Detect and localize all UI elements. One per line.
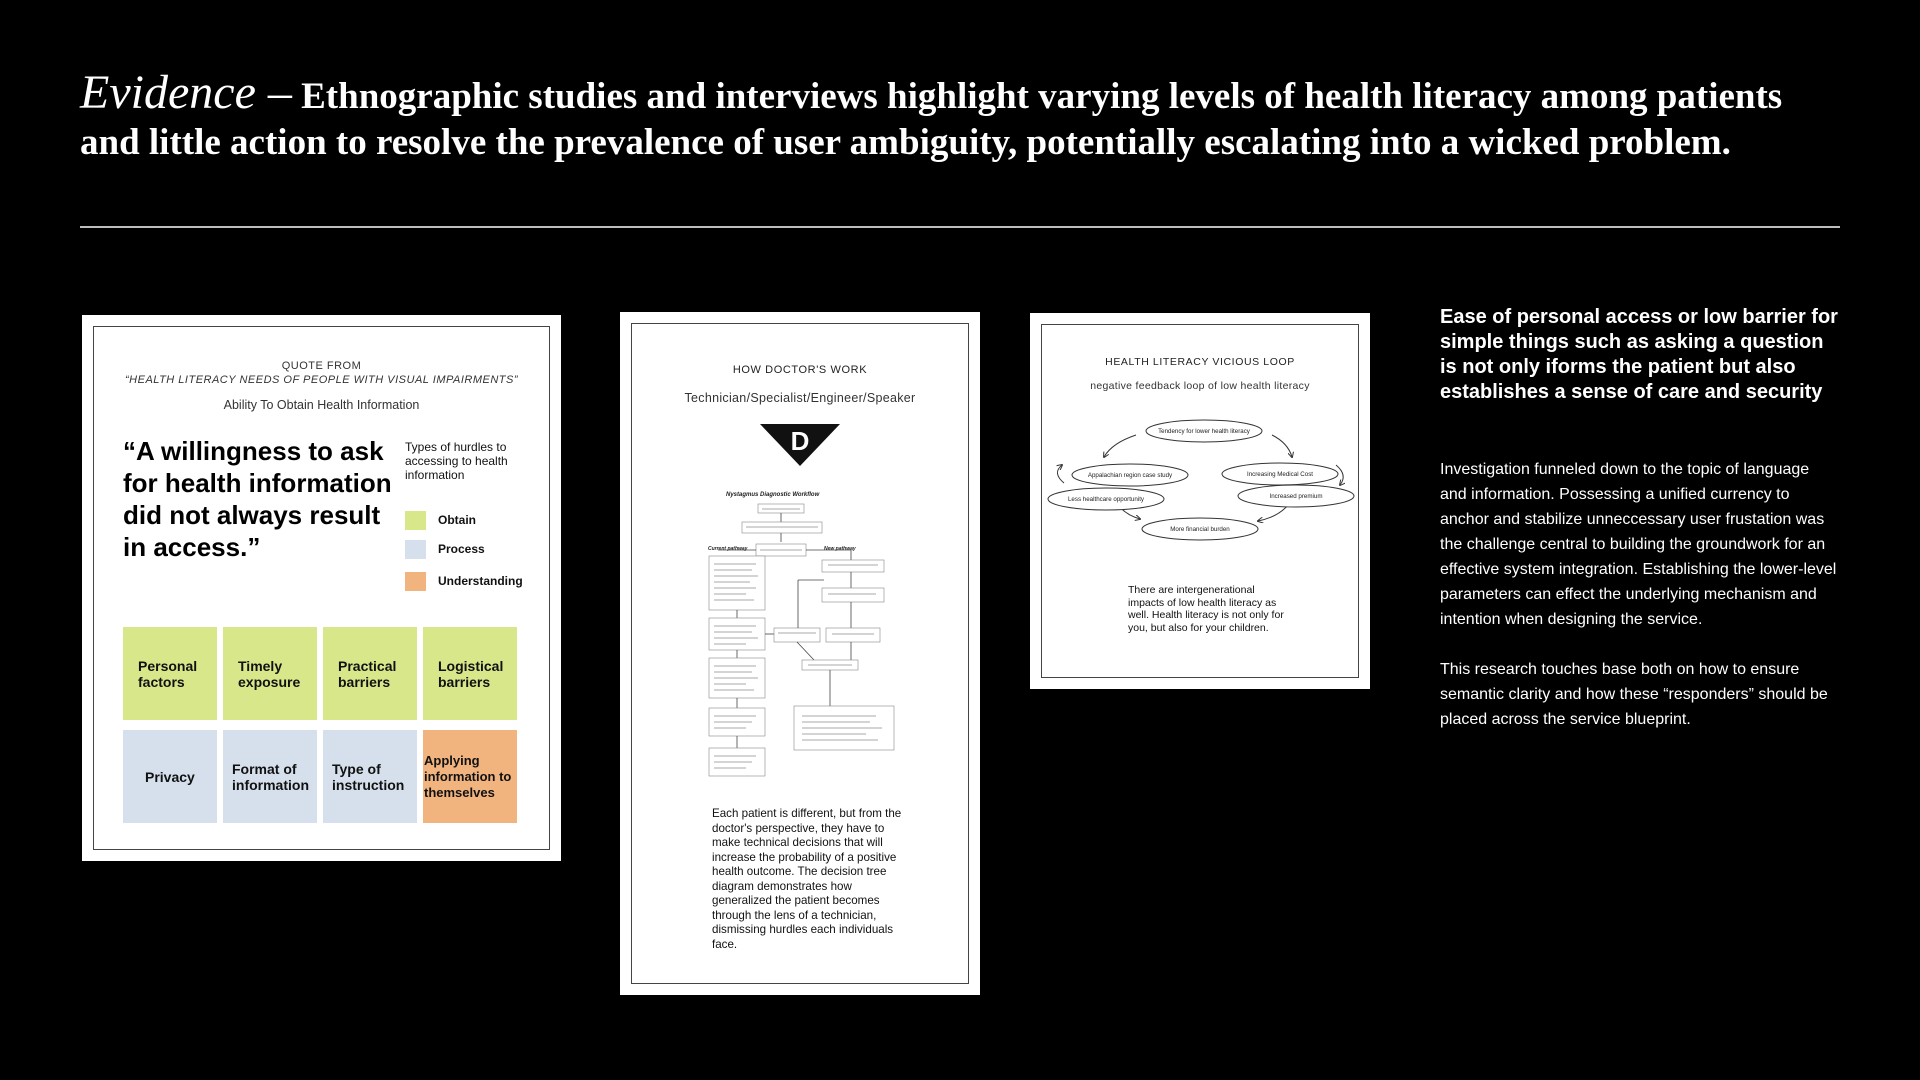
loop-node: Less healthcare opportunity	[1067, 496, 1145, 503]
hurdle-tile: Practical barriers	[323, 627, 417, 720]
loop-card-title: HEALTH LITERACY VICIOUS LOOP	[1105, 356, 1295, 368]
hurdle-tile: Format of information	[223, 730, 317, 823]
insight-paragraph-2: This research touches base both on how to ensure semantic clarity and how these “responders” should be placed across the service blueprint.	[1440, 661, 1828, 728]
pull-quote: “A willingness to ask for health information did not always result in access.”	[123, 436, 392, 562]
new-pathway-label: New pathway	[824, 546, 856, 552]
vicious-loop-diagram	[1044, 413, 1356, 563]
flow-box	[774, 628, 820, 642]
hurdle-types-label: Types of hurdles to accessing to health information	[405, 440, 508, 482]
workflow-title: Nystagmus Diagnostic Workflow	[726, 492, 820, 498]
insight-heading: Ease of personal access or low barrier for simple things such as asking a question is not only iforms the patient but also establishes a sense of care and security	[1440, 306, 1838, 403]
doctor-badge-icon	[760, 424, 840, 466]
headline-italic-title: Evidence –	[80, 66, 292, 119]
divider-rule	[80, 226, 1840, 228]
loop-node: Increased premium	[1269, 493, 1323, 500]
headline-text: Ethnographic studies and interviews highlight varying levels of health literacy among patients and little action to resolve the prevalence of user ambiguity, potentially escalating into a wicked problem.	[80, 76, 1783, 163]
loop-node: More financial burden	[1170, 526, 1230, 533]
doctor-card-body: Each patient is different, but from the doctor's perspective, they have to make technical decisions that will increase the probability of a positive health outcome. The decision tree diagram demonstrates how generalized the patient becomes through the lens of a technician, dismissing hurdles each individuals face.	[712, 807, 902, 951]
hurdle-tile: Privacy	[123, 730, 217, 823]
quote-card	[82, 315, 561, 861]
flow-box	[826, 628, 880, 642]
insight-paragraph-1: Investigation funneled down to the topic of language and information. Possessing a unified currency to anchor and stabilize unneccessary user frustation was the challenge central to building the groundwork for an effective system integration. Establishing the lower-level parameters can effect the underlying mechanism and intention when designing the service.	[1440, 461, 1837, 628]
hurdle-tile: Applying information to themselves	[423, 730, 517, 823]
flow-box	[709, 618, 765, 650]
doctor-card-title: HOW DOCTOR'S WORK	[732, 364, 868, 376]
legend-obtain	[405, 510, 476, 530]
legend-swatch	[405, 511, 426, 530]
legend-swatch	[405, 572, 426, 591]
flow-box	[822, 588, 884, 602]
legend-understanding	[405, 571, 523, 591]
hurdle-tile: Type of instruction	[323, 730, 417, 823]
loop-card-body: There are intergenerational impacts of low health literacy as well. Health literacy is not only for you, but also for your children.	[1128, 584, 1284, 634]
vicious-loop-card	[1030, 313, 1370, 689]
hurdle-tile: Personal factors	[123, 627, 217, 720]
legend-label: Process	[438, 542, 485, 556]
legend-swatch	[405, 540, 426, 559]
legend-label: Understanding	[438, 574, 523, 588]
loop-node: Appalachian region case study	[1087, 472, 1173, 479]
quote-source: “HEALTH LITERACY NEEDS OF PEOPLE WITH VISUAL IMPAIRMENTS”	[125, 374, 518, 386]
page-headline	[80, 66, 1840, 166]
loop-node: Increasing Medical Cost	[1246, 471, 1314, 478]
legend-label: Obtain	[438, 513, 476, 527]
quote-from-label: QUOTE FROM	[281, 360, 362, 372]
badge-letter: D	[790, 426, 810, 456]
doctor-workflow-card	[620, 312, 980, 995]
diagnostic-workflow-diagram	[706, 482, 896, 792]
hurdle-tile: Logistical barriers	[423, 627, 517, 720]
current-pathway-label: Current pathway	[708, 546, 748, 552]
quote-card-subtitle: Ability To Obtain Health Information	[223, 398, 420, 412]
loop-card-subtitle: negative feedback loop of low health literacy	[1090, 380, 1310, 392]
hurdle-tile: Timely exposure	[223, 627, 317, 720]
doctor-card-subtitle: Technician/Specialist/Engineer/Speaker	[684, 391, 916, 405]
legend-process	[405, 539, 485, 559]
flow-box	[822, 560, 884, 572]
loop-node: Tendency for lower health literacy	[1158, 428, 1250, 435]
